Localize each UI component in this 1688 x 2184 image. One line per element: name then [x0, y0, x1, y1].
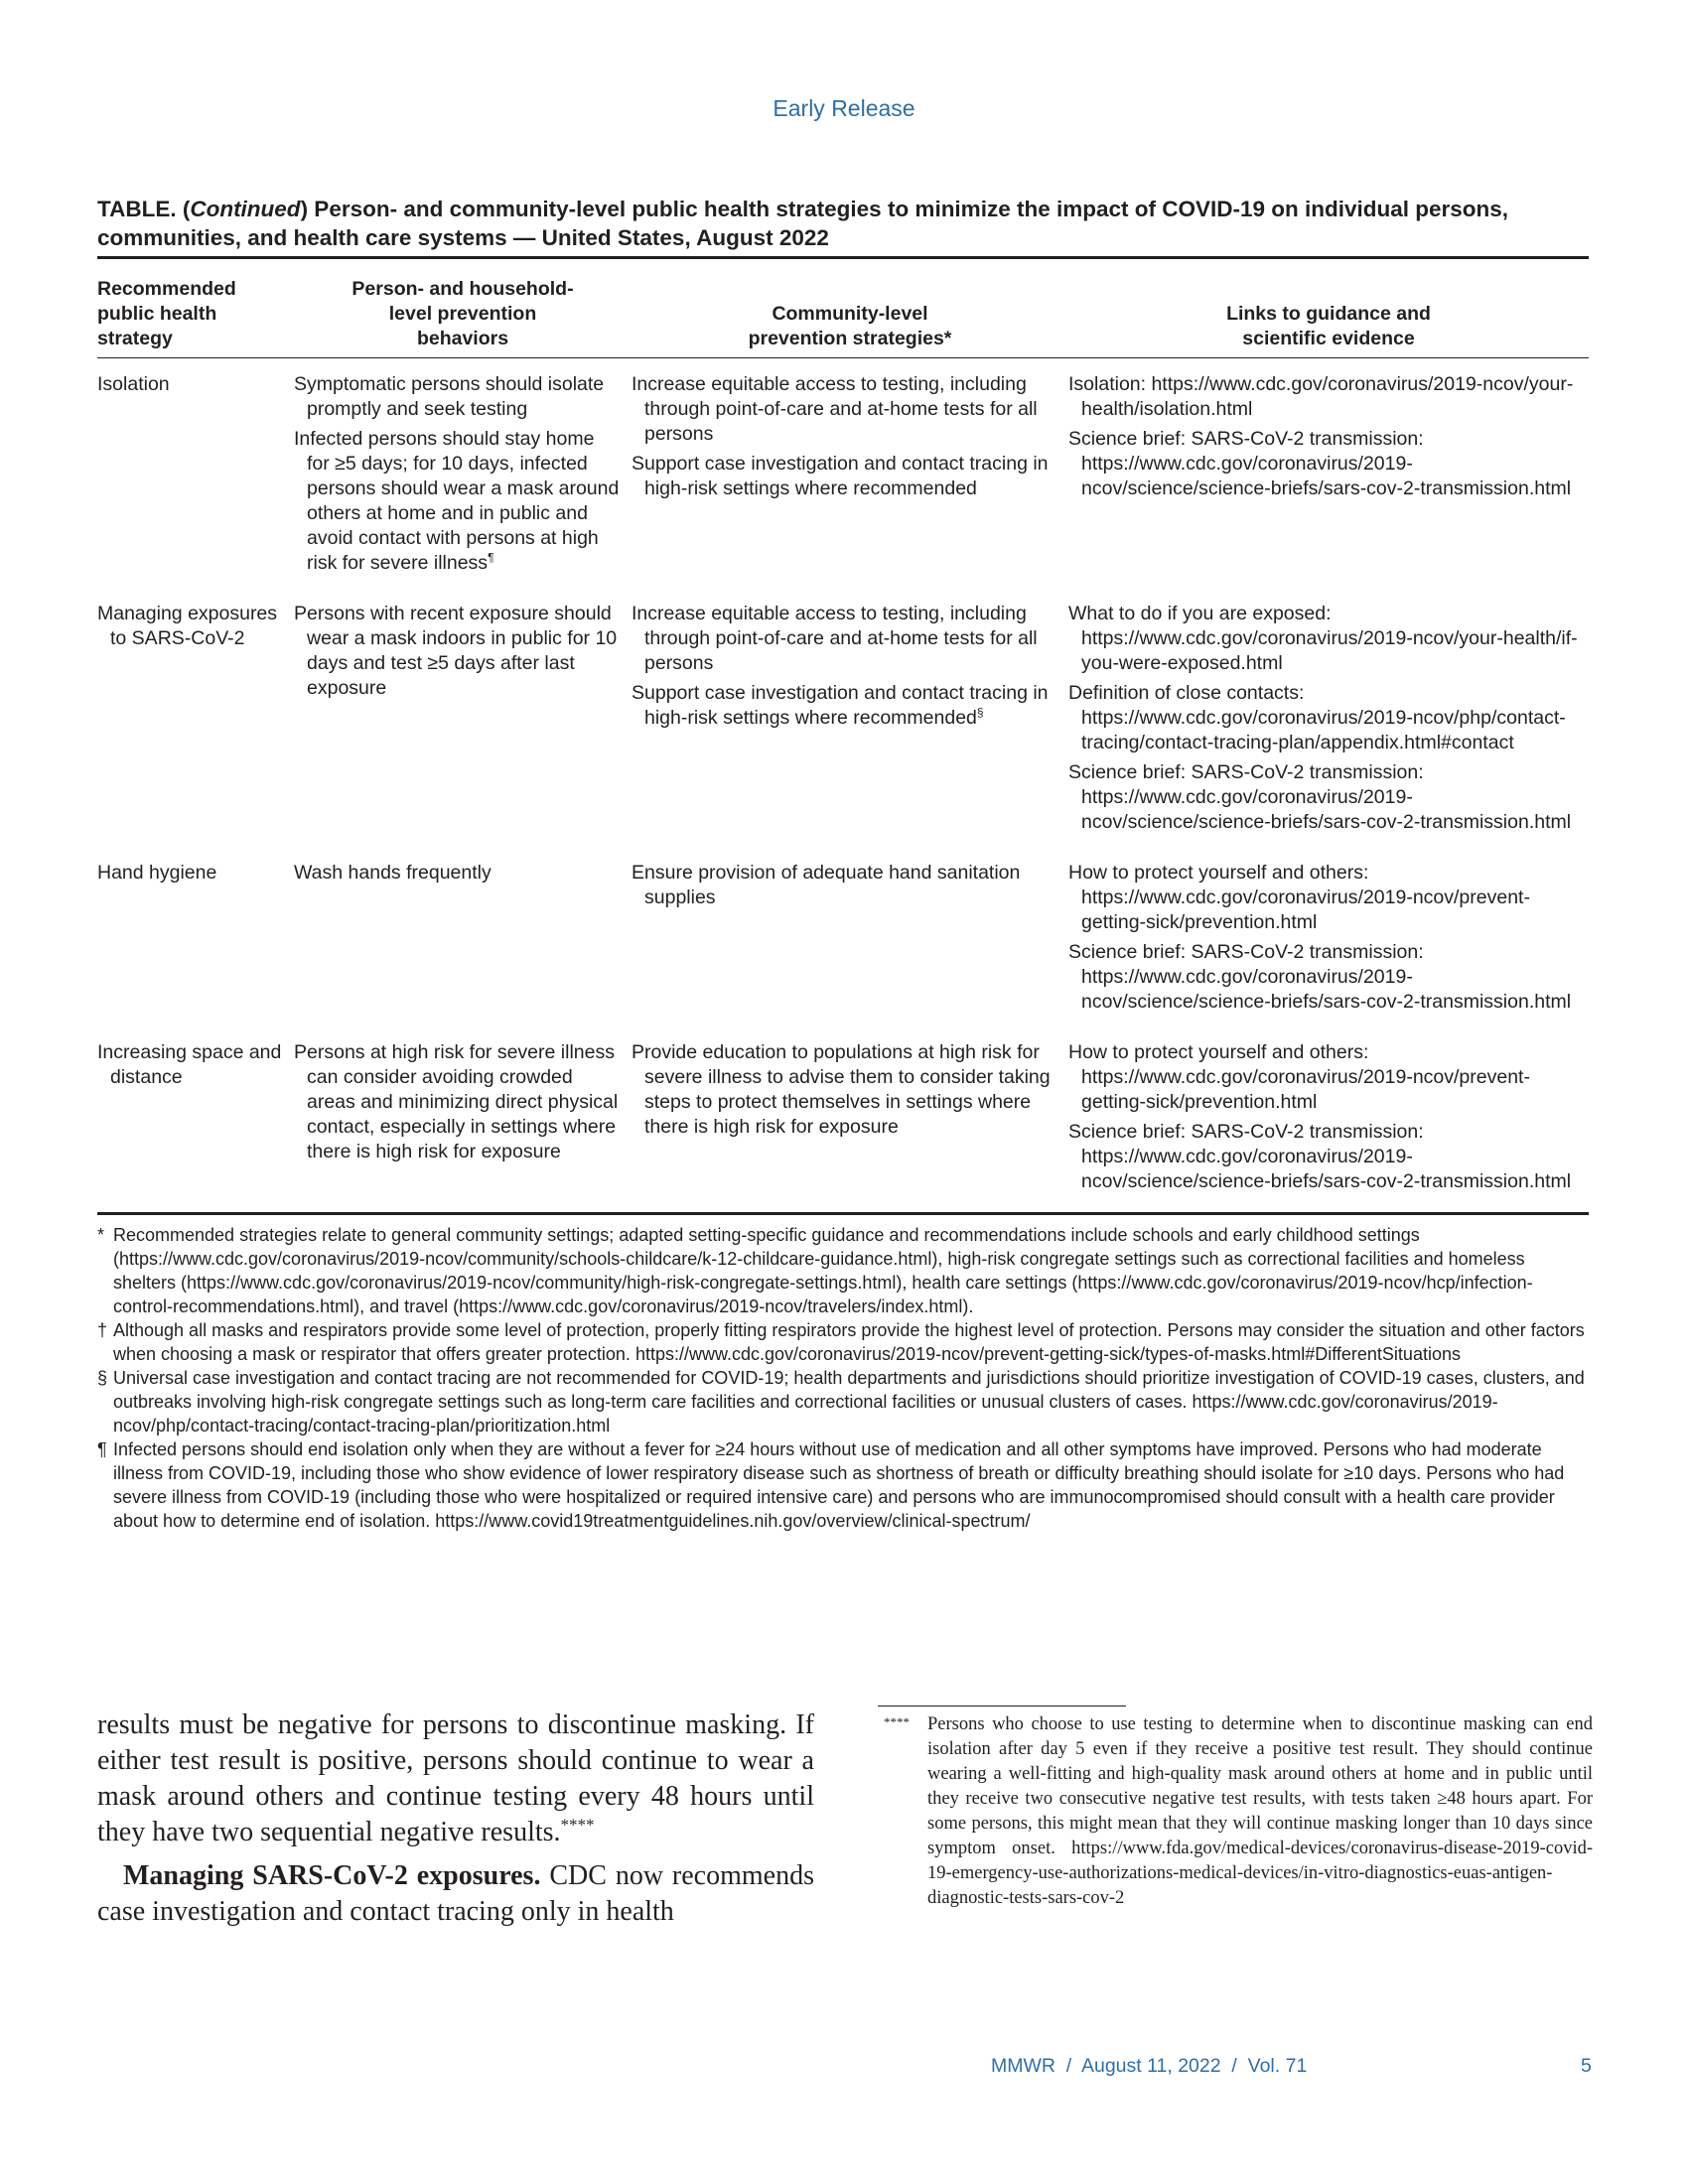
footnote-ref: ¶	[488, 550, 494, 565]
guidance-link-item[interactable]	[1068, 602, 1579, 676]
guidance-link-cell	[1068, 1026, 1589, 1206]
community-strategy-cell	[632, 588, 1068, 847]
body-paragraph-2	[97, 1858, 814, 1930]
strategy-cell	[97, 588, 294, 847]
table-row	[97, 1026, 1589, 1206]
strategy-cell	[97, 847, 294, 1026]
table-footnote	[97, 1318, 1589, 1366]
section-heading-managing-exposures: Managing SARS-CoV-2 exposures.	[123, 1860, 541, 1891]
guidance-link-text: What to do if you are exposed: https://www.cdc.gov/coronavirus/2019-ncov/your-health/if-you-were-exposed.html	[1068, 603, 1578, 674]
table-title-text: ) Person- and community-level public health strategies to minimize the impact of COVID-19 on individual persons, communities, and health care systems — United States, August 2022	[97, 197, 1509, 250]
person-behavior-item	[294, 372, 622, 422]
guidance-link-text: Science brief: SARS-CoV-2 transmission: https://www.cdc.gov/coronavirus/2019-ncov/science/science-briefs/sars-cov-2-transmission.html	[1068, 761, 1572, 833]
guidance-link-text: How to protect yourself and others: https://www.cdc.gov/coronavirus/2019-ncov/prevent-getting-sick/prevention.html	[1068, 1041, 1530, 1113]
guidance-link-text: Science brief: SARS-CoV-2 transmission: https://www.cdc.gov/coronavirus/2019-ncov/science/science-briefs/sars-cov-2-transmission.html	[1068, 428, 1572, 499]
strategy-cell	[97, 358, 294, 588]
table-footnote	[97, 1223, 1589, 1318]
footnote-mark: ¶	[97, 1439, 107, 1459]
header-community-level: Community-level prevention strategies*	[748, 303, 952, 349]
community-strategy-cell	[632, 847, 1068, 1026]
guidance-link-item[interactable]	[1068, 372, 1579, 422]
footnote-mark: *	[97, 1225, 105, 1245]
community-strategy-item	[632, 1040, 1058, 1140]
person-behavior-cell	[294, 1026, 632, 1206]
person-behavior-cell	[294, 588, 632, 847]
person-behavior-text: Persons at high risk for severe illness can consider avoiding crowded areas and minimizing direct physical contact, especially in settings where there is high risk for exposure	[294, 1041, 619, 1162]
table-row	[97, 847, 1589, 1026]
table-title-italic: Continued	[190, 197, 301, 221]
community-strategy-text: Provide education to populations at high risk for severe illness to advise them to consider taking steps to protect themselves in settings where there is high risk for exposure	[632, 1041, 1051, 1138]
table-title-prefix: TABLE. (	[97, 197, 191, 221]
body-paragraph-1-text: results must be negative for persons to discontinue masking. If either test result is positive, persons should continue to wear a mask around others and continue testing every 48 hours until they have two sequential negative results.	[97, 1709, 814, 1847]
guidance-link-cell	[1068, 847, 1589, 1026]
community-strategy-item	[632, 681, 1058, 731]
table-row	[97, 588, 1589, 847]
person-behavior-text: Persons with recent exposure should wear a mask indoors in public for 10 days and test ≥5 days after last exposure	[294, 603, 618, 699]
side-footnote-column	[878, 1706, 1593, 1911]
table-footnote	[97, 1366, 1589, 1437]
footnote-ref-four-asterisks: ****	[560, 1815, 595, 1835]
person-behavior-text: Infected persons should stay home for ≥5 days; for 10 days, infected persons should wear a mask around others at home and in public and avoid contact with persons at high risk for severe illness	[294, 428, 620, 574]
person-behavior-item	[294, 427, 622, 576]
guidance-link-item[interactable]	[1068, 861, 1579, 935]
strategy-label: Hand hygiene	[97, 862, 217, 884]
header-person-level: Person- and household-level prevention behaviors	[352, 278, 574, 349]
header-links: Links to guidance and scientific evidence	[1226, 303, 1431, 349]
side-footnote-mark: ****	[884, 1714, 910, 1729]
page-number: 5	[1581, 2055, 1592, 2077]
community-strategy-text: Increase equitable access to testing, including through point-of-care and at-home tests for all persons	[632, 373, 1038, 445]
journal-citation: MMWR / August 11, 2022 / Vol. 71	[991, 2055, 1308, 2077]
community-strategy-text: Support case investigation and contact tracing in high-risk settings where recommended	[632, 682, 1049, 729]
guidance-link-item[interactable]	[1068, 427, 1579, 501]
person-behavior-item	[294, 1040, 622, 1164]
person-behavior-cell	[294, 358, 632, 588]
guidance-link-item[interactable]	[1068, 1120, 1579, 1194]
guidance-link-cell	[1068, 588, 1589, 847]
community-strategy-item	[632, 861, 1058, 910]
table-body	[97, 358, 1589, 1206]
table-row	[97, 358, 1589, 588]
strategy-label: Isolation	[97, 373, 170, 395]
guidance-link-item[interactable]	[1068, 940, 1579, 1015]
guidance-link-text: Science brief: SARS-CoV-2 transmission: https://www.cdc.gov/coronavirus/2019-ncov/science/science-briefs/sars-cov-2-transmission.html	[1068, 941, 1572, 1013]
table-footnote	[97, 1437, 1589, 1533]
community-strategy-text: Ensure provision of adequate hand sanitation supplies	[632, 862, 1021, 908]
strategy-label: Managing exposures to SARS-CoV-2	[97, 603, 278, 649]
guidance-link-text: Science brief: SARS-CoV-2 transmission: https://www.cdc.gov/coronavirus/2019-ncov/science/science-briefs/sars-cov-2-transmission.html	[1068, 1121, 1572, 1192]
community-strategy-cell	[632, 358, 1068, 588]
guidance-link-cell	[1068, 358, 1589, 588]
guidance-link-text: How to protect yourself and others: https://www.cdc.gov/coronavirus/2019-ncov/prevent-getting-sick/prevention.html	[1068, 862, 1530, 933]
table-header-row	[97, 259, 1589, 357]
strategy-table	[97, 259, 1589, 1206]
person-behavior-item	[294, 602, 622, 701]
side-footnote	[878, 1712, 1593, 1911]
guidance-link-item[interactable]	[1068, 681, 1579, 755]
community-strategy-text: Support case investigation and contact tracing in high-risk settings where recommended	[632, 453, 1049, 499]
person-behavior-text: Symptomatic persons should isolate promptly and seek testing	[294, 373, 605, 420]
header-strategy: Recommended public health strategy	[97, 278, 236, 349]
person-behavior-item	[294, 861, 622, 886]
table-footnotes	[97, 1223, 1589, 1533]
footnote-text: Although all masks and respirators provide some level of protection, properly fitting respirators provide the highest level of protection. Persons may consider the situation and other factors when choosing a mask or respirator that offers greater protection. https://www.cdc.gov/coronavirus/2019-ncov/prevent-getting-sick/types-of-masks.html#DifferentSituations	[113, 1320, 1585, 1364]
strategy-cell	[97, 1026, 294, 1206]
strategy-label: Increasing space and distance	[97, 1041, 282, 1088]
person-behavior-cell	[294, 847, 632, 1026]
footnote-mark: †	[97, 1320, 108, 1340]
community-strategy-item	[632, 452, 1058, 501]
side-footnote-text: Persons who choose to use testing to determine when to discontinue masking can end isolation after day 5 even if they receive a positive test result. They should continue wearing a well-fitting and high-quality mask around others at home and in public until they receive two consecutive negative test results, with tests taken ≥48 hours apart. For some persons, this might mean that they will continue masking longer than 10 days since symptom onset. https://www.fda.gov/medical-devices/coronavirus-disease-2019-covid-19-emergency-use-authorizations-medical-devices/in-vitro-diagnostics-euas-antigen-diagnostic-tests-sars-cov-2	[927, 1714, 1593, 1908]
community-strategy-cell	[632, 1026, 1068, 1206]
body-paragraph-1	[97, 1707, 814, 1850]
footnote-text: Universal case investigation and contact tracing are not recommended for COVID-19; health departments and jurisdictions should prioritize investigation of COVID-19 cases, clusters, and outbreaks involving high-risk congregate settings such as long-term care facilities and correctional facilities or unusual clusters of cases. https://www.cdc.gov/coronavirus/2019-ncov/php/contact-tracing/contact-tracing-plan/prioritization.html	[113, 1368, 1585, 1435]
footnote-text: Infected persons should end isolation only when they are without a fever for ≥24 hours without use of medication and all other symptoms have improved. Persons who had moderate illness from COVID-19, including those who show evidence of lower respiratory disease such as shortness of breath or difficulty breathing should isolate for ≥10 days. Persons who had severe illness from COVID-19 (including those who were hospitalized or required intensive care) and persons who are immunocompromised should consult with a health care provider about how to determine end of isolation. https://www.covid19treatmentguidelines.nih.gov/overview/clinical-spectrum/	[113, 1439, 1565, 1531]
guidance-link-text: Definition of close contacts: https://www.cdc.gov/coronavirus/2019-ncov/php/contact-tracing/contact-tracing-plan/appendix.html#contact	[1068, 682, 1566, 753]
body-text-column	[97, 1707, 814, 1938]
footnote-text: Recommended strategies relate to general community settings; adapted setting-specific guidance and recommendations include schools and early childhood settings (https://www.cdc.gov/coronavirus/2019-ncov/community/schools-childcare/k-12-childcare-guidance.html), high-risk congregate settings such as correctional facilities and homeless shelters (https://www.cdc.gov/coronavirus/2019-ncov/community/high-risk-congregate-settings.html), health care settings (https://www.cdc.gov/coronavirus/2019-ncov/hcp/infection-control-recommendations.html), and travel (https://www.cdc.gov/coronavirus/2019-ncov/travelers/index.html).	[113, 1225, 1533, 1316]
guidance-link-item[interactable]	[1068, 760, 1579, 835]
community-strategy-item	[632, 602, 1058, 676]
guidance-link-item[interactable]	[1068, 1040, 1579, 1115]
early-release-label: Early Release	[773, 95, 915, 121]
table-bottom-rule	[97, 1212, 1589, 1215]
strategy-table-section	[97, 195, 1589, 1533]
community-strategy-text: Increase equitable access to testing, including through point-of-care and at-home tests for all persons	[632, 603, 1038, 674]
body-paragraph-2-text: CDC now recommends case investigation and contact tracing only in health	[97, 1860, 814, 1927]
guidance-link-text: Isolation: https://www.cdc.gov/coronavirus/2019-ncov/your-health/isolation.html	[1068, 373, 1574, 420]
footnote-ref: §	[976, 705, 984, 720]
person-behavior-text: Wash hands frequently	[294, 862, 492, 884]
footnote-mark: §	[97, 1368, 108, 1388]
community-strategy-item	[632, 372, 1058, 447]
table-title	[97, 195, 1589, 252]
